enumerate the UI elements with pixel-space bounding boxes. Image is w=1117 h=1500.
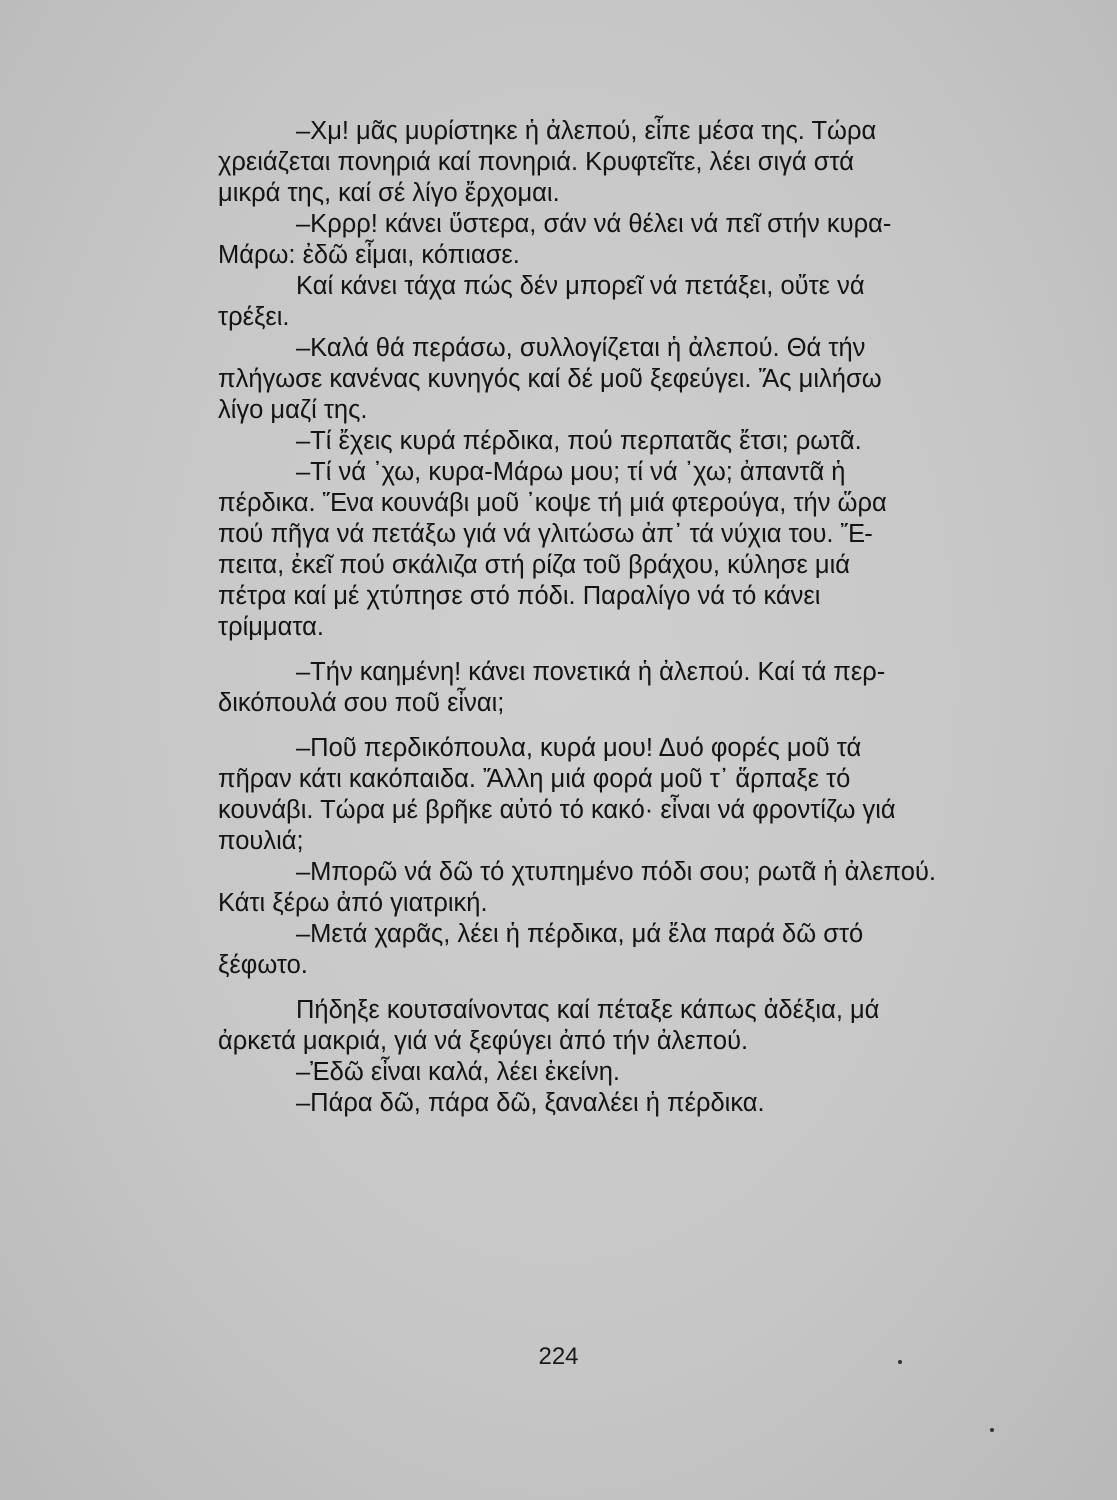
- text-line: Καί κάνει τάχα πώς δέν μπορεῖ νά πετάξει, οὔτε νά: [296, 272, 865, 300]
- text-line: δικόπουλά σου ποῦ εἶναι;: [218, 689, 505, 717]
- paragraph: [218, 457, 1043, 643]
- page-number: 224: [538, 1343, 579, 1370]
- text-line: πῆραν κάτι κακόπαιδα. Ἄλλη μιά φορά μοῦ τ᾽ ἅρπαξε τό: [218, 765, 851, 793]
- text-line: –Καλά θά περάσω, συλλογίζεται ἡ ἀλεπού. Θά τήν: [296, 334, 866, 362]
- text-line: –Ἐδῶ εἶναι καλά, λέει ἐκείνη.: [296, 1058, 621, 1086]
- text-line: πλήγωσε κανένας κυνηγός καί δέ μοῦ ξεφεύγει. Ἄς μιλήσω: [218, 365, 882, 393]
- text-line: –Πάρα δῶ, πάρα δῶ, ξαναλέει ἡ πέρδικα.: [296, 1089, 765, 1117]
- text-line: τρίμματα.: [218, 613, 324, 641]
- text-line: κουνάβι. Τώρα μέ βρῆκε αὐτό τό κακό· εἶναι νά φροντίζω γιά: [218, 796, 896, 824]
- text-line: Πήδηξε κουτσαίνοντας καί πέταξε κάπως ἀδέξια, μά: [296, 996, 880, 1024]
- paragraph: [218, 1088, 1043, 1119]
- text-line: –Ποῦ περδικόπουλα, κυρά μου! Δυό φορές μοῦ τά: [296, 734, 862, 762]
- text-line: πέτρα καί μέ χτύπησε στό πόδι. Παραλίγο νά τό κάνει: [218, 582, 821, 610]
- text-line: πέρδικα. Ἕνα κουνάβι μοῦ ᾽κοψε τή μιά φτερούγα, τήν ὥρα: [218, 489, 887, 517]
- text-line: –Τήν καημένη! κάνει πονετικά ἡ ἀλεπού. Καί τά περ-: [296, 658, 886, 686]
- text-line: ἀρκετά μακριά, γιά νά ξεφύγει ἀπό τήν ἀλεπού.: [218, 1027, 749, 1055]
- paragraph: [218, 426, 1043, 457]
- text-line: –Κρρρ! κάνει ὕστερα, σάν νά θέλει νά πεῖ στήν κυρα-: [296, 210, 892, 238]
- text-line: Μάρω: ἐδῶ εἶμαι, κόπιασε.: [218, 241, 520, 269]
- paragraph: [218, 995, 1043, 1057]
- paragraph: [218, 657, 1043, 719]
- text-line: –Τί νά ᾽χω, κυρα-Μάρω μου; τί νά ᾽χω; ἀπαντᾶ ἡ: [296, 458, 846, 486]
- paragraph: [218, 857, 1043, 919]
- paragraph: [218, 209, 1043, 271]
- paragraph: [218, 116, 1043, 209]
- text-line: πειτα, ἐκεῖ πού σκάλιζα στή ρίζα τοῦ βράχου, κύλησε μιά: [218, 551, 850, 579]
- paragraph: [218, 333, 1043, 426]
- text-line: πουλιά;: [218, 827, 304, 855]
- body-text: [218, 116, 1043, 1119]
- paragraph: [218, 1057, 1043, 1088]
- text-line: μικρά της, καί σέ λίγο ἔρχομαι.: [218, 179, 560, 207]
- text-line: χρειάζεται πονηριά καί πονηριά. Κρυφτεῖτε, λέει σιγά στά: [218, 148, 854, 176]
- text-line: –Χμ! μᾶς μυρίστηκε ἡ ἀλεπού, εἶπε μέσα της. Τώρα: [296, 117, 877, 145]
- text-line: –Μετά χαρᾶς, λέει ἡ πέρδικα, μά ἔλα παρά δῶ στό: [296, 920, 864, 948]
- paragraph: [218, 919, 1043, 981]
- text-line: ξέφωτο.: [218, 951, 308, 979]
- text-line: τρέξει.: [218, 303, 290, 331]
- text-line: Κάτι ξέρω ἀπό γιατρική.: [218, 889, 488, 917]
- paragraph: [218, 733, 1043, 857]
- text-line: πού πῆγα νά πετάξω γιά νά γλιτώσω ἀπ᾽ τά νύχια του. Ἔ-: [218, 520, 873, 548]
- text-line: –Μπορῶ νά δῶ τό χτυπημένο πόδι σου; ρωτᾶ ἡ ἀλεπού.: [296, 858, 936, 886]
- ink-speck: [898, 1360, 902, 1364]
- paragraph: [218, 271, 1043, 333]
- text-line: –Τί ἔχεις κυρά πέρδικα, πού περπατᾶς ἔτσι; ρωτᾶ.: [296, 427, 862, 455]
- ink-speck: [990, 1428, 994, 1432]
- text-line: λίγο μαζί της.: [218, 396, 368, 424]
